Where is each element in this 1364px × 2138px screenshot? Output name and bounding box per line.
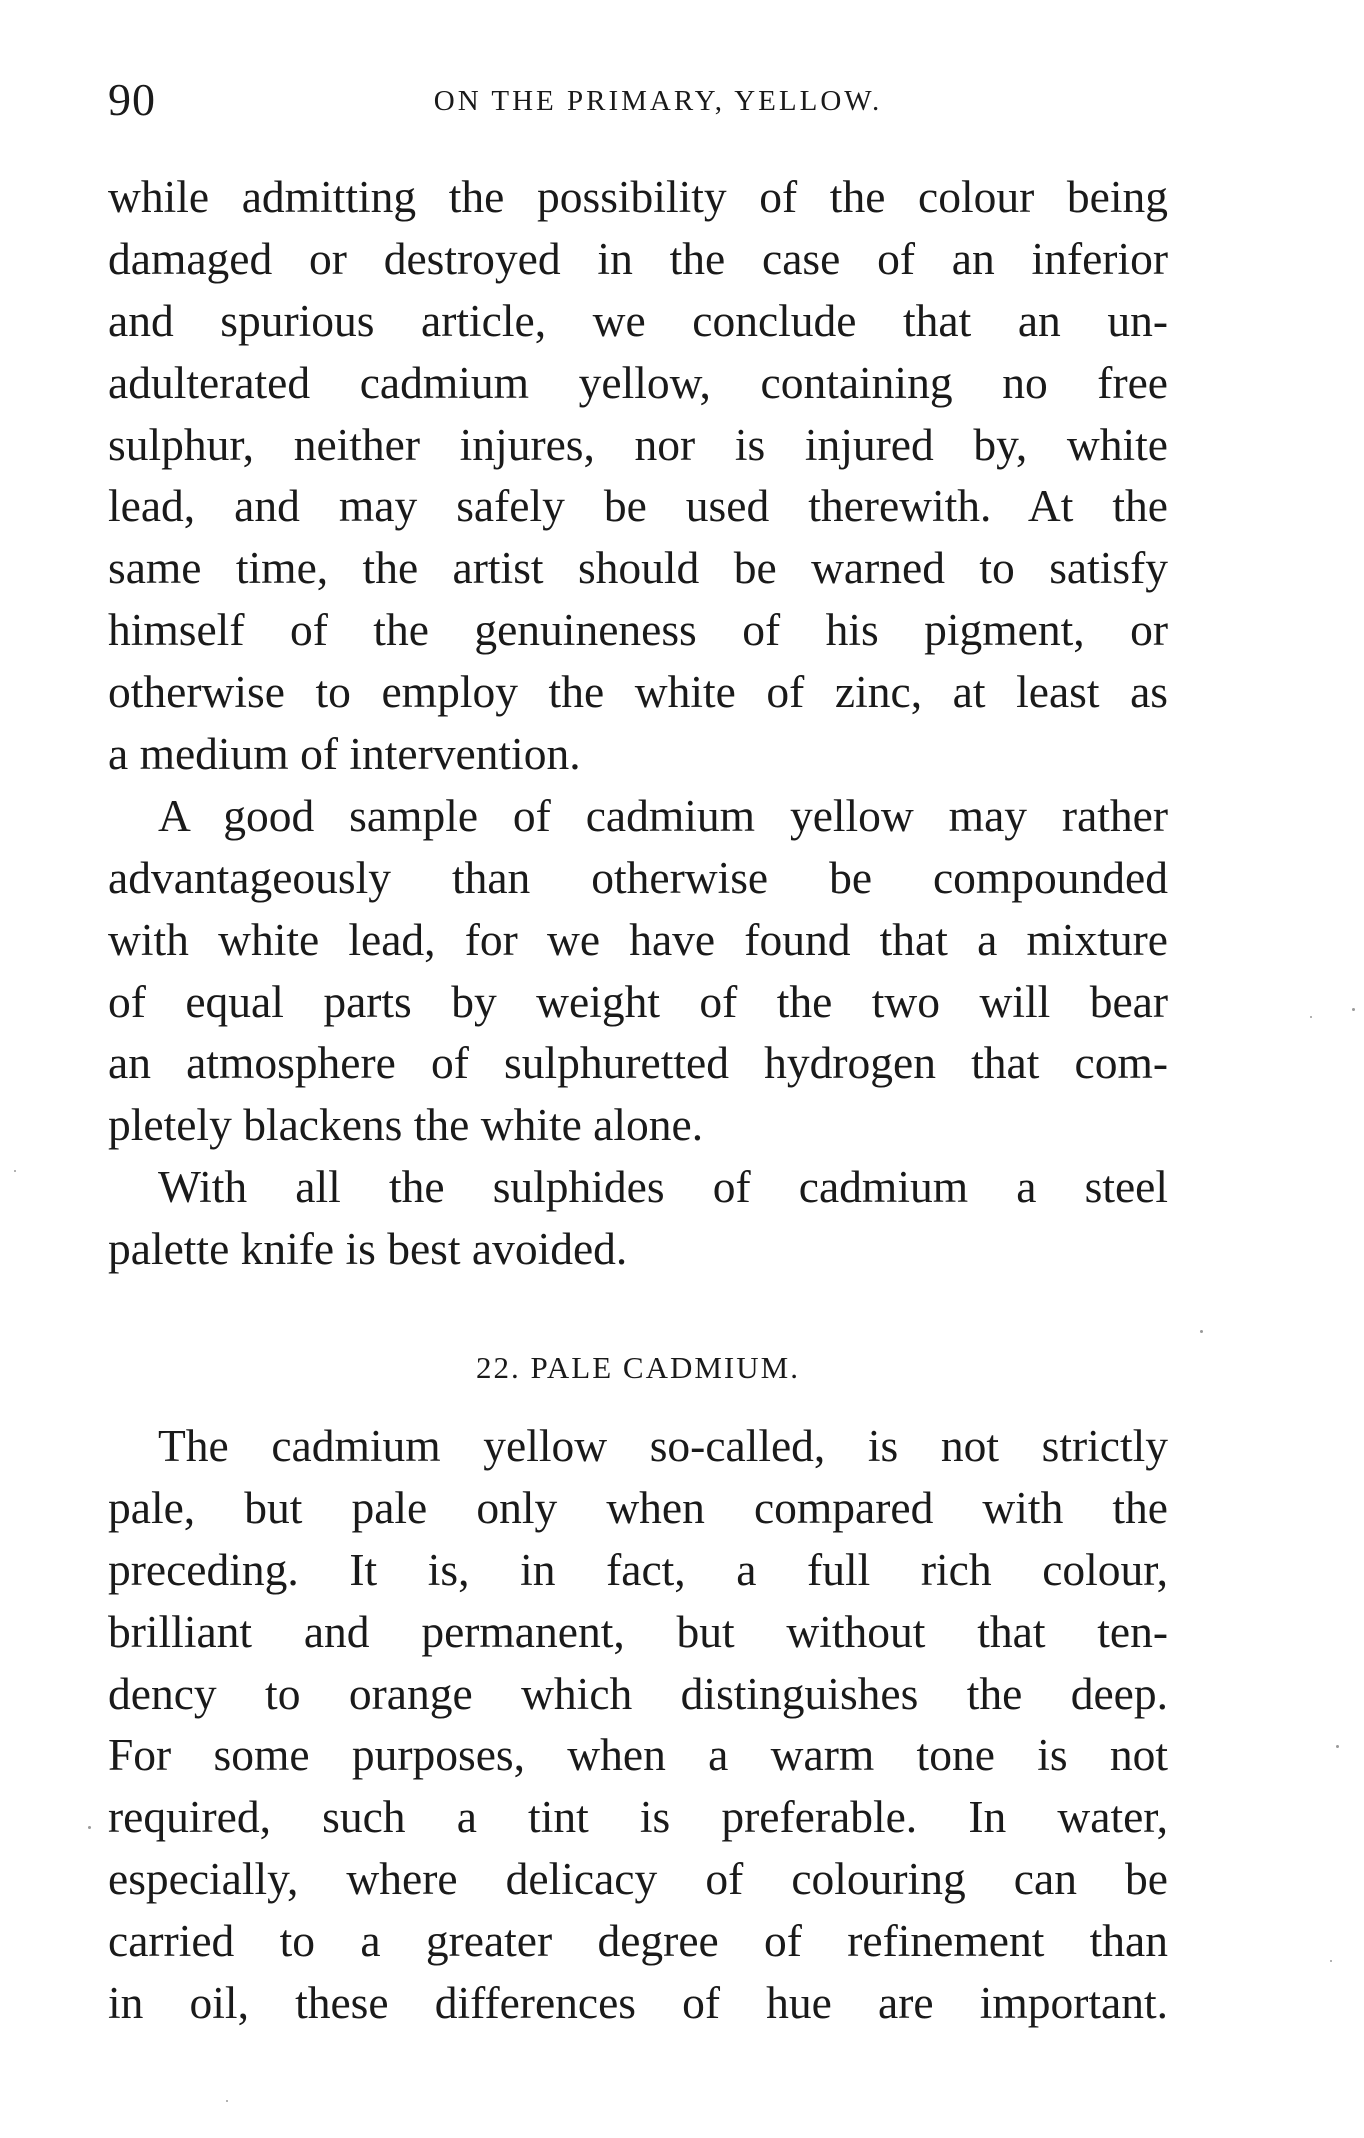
- text-line: For some purposes, when a warm tone is not: [108, 1729, 1168, 1781]
- text-line: a medium of intervention.: [108, 728, 581, 780]
- body-text-upper: [108, 166, 1168, 1280]
- scan-speck: [1310, 1016, 1312, 1018]
- text-line: in oil, these differences of hue are important.: [108, 1977, 1168, 2029]
- scan-speck: [14, 1170, 16, 1172]
- text-line: an atmosphere of sulphuretted hydrogen that com-: [108, 1037, 1168, 1089]
- running-title: ON THE PRIMARY, YELLOW.: [433, 85, 883, 117]
- text-line: brilliant and permanent, but without that ten-: [108, 1605, 1168, 1657]
- scan-speck: [1330, 1960, 1332, 1962]
- text-line: The cadmium yellow so-called, is not strictly: [158, 1420, 1168, 1471]
- body-text-lower: [108, 1415, 1168, 2034]
- scan-speck: [88, 1826, 91, 1829]
- paragraph: [108, 166, 1168, 785]
- text-line: pletely blackens the white alone.: [108, 1099, 704, 1151]
- scan-speck: [1336, 1745, 1339, 1748]
- text-line: required, such a tint is preferable. In water,: [108, 1791, 1168, 1843]
- text-line: sulphur, neither injures, nor is injured by, white: [108, 418, 1168, 470]
- running-head: [108, 70, 1168, 130]
- page-number: 90: [108, 74, 156, 125]
- text-line: advantageously than otherwise be compounded: [108, 851, 1168, 903]
- section-heading: 22. PALE CADMIUM.: [476, 1350, 800, 1385]
- text-line: preceding. It is, in fact, a full rich colour,: [108, 1543, 1168, 1595]
- paragraph: [108, 1156, 1168, 1280]
- paragraph: [108, 785, 1168, 1156]
- text-line: otherwise to employ the white of zinc, at least as: [108, 666, 1168, 718]
- text-line: with white lead, for we have found that a mixture: [108, 913, 1168, 965]
- text-line: damaged or destroyed in the case of an inferior: [108, 232, 1168, 284]
- scan-speck: [226, 2100, 228, 2102]
- scan-speck: [1200, 1330, 1203, 1333]
- text-line: pale, but pale only when compared with the: [108, 1481, 1168, 1533]
- text-line: while admitting the possibility of the colour being: [108, 171, 1168, 222]
- text-line: same time, the artist should be warned to satisfy: [108, 542, 1168, 594]
- text-line: palette knife is best avoided.: [108, 1223, 628, 1275]
- text-line: carried to a greater degree of refinement than: [108, 1915, 1168, 1967]
- scan-speck: [1352, 1008, 1355, 1011]
- text-line: himself of the genuineness of his pigment, or: [108, 604, 1168, 656]
- paragraph: [108, 1415, 1168, 2034]
- text-line: A good sample of cadmium yellow may rather: [158, 789, 1168, 841]
- text-line: With all the sulphides of cadmium a steel: [158, 1161, 1168, 1213]
- text-line: and spurious article, we conclude that an un-: [108, 294, 1168, 346]
- text-line: especially, where delicacy of colouring can be: [108, 1853, 1168, 1905]
- text-line: dency to orange which distinguishes the deep.: [108, 1667, 1168, 1719]
- text-line: of equal parts by weight of the two will bear: [108, 975, 1168, 1027]
- text-line: adulterated cadmium yellow, containing no free: [108, 356, 1168, 408]
- text-line: lead, and may safely be used therewith. At the: [108, 480, 1168, 532]
